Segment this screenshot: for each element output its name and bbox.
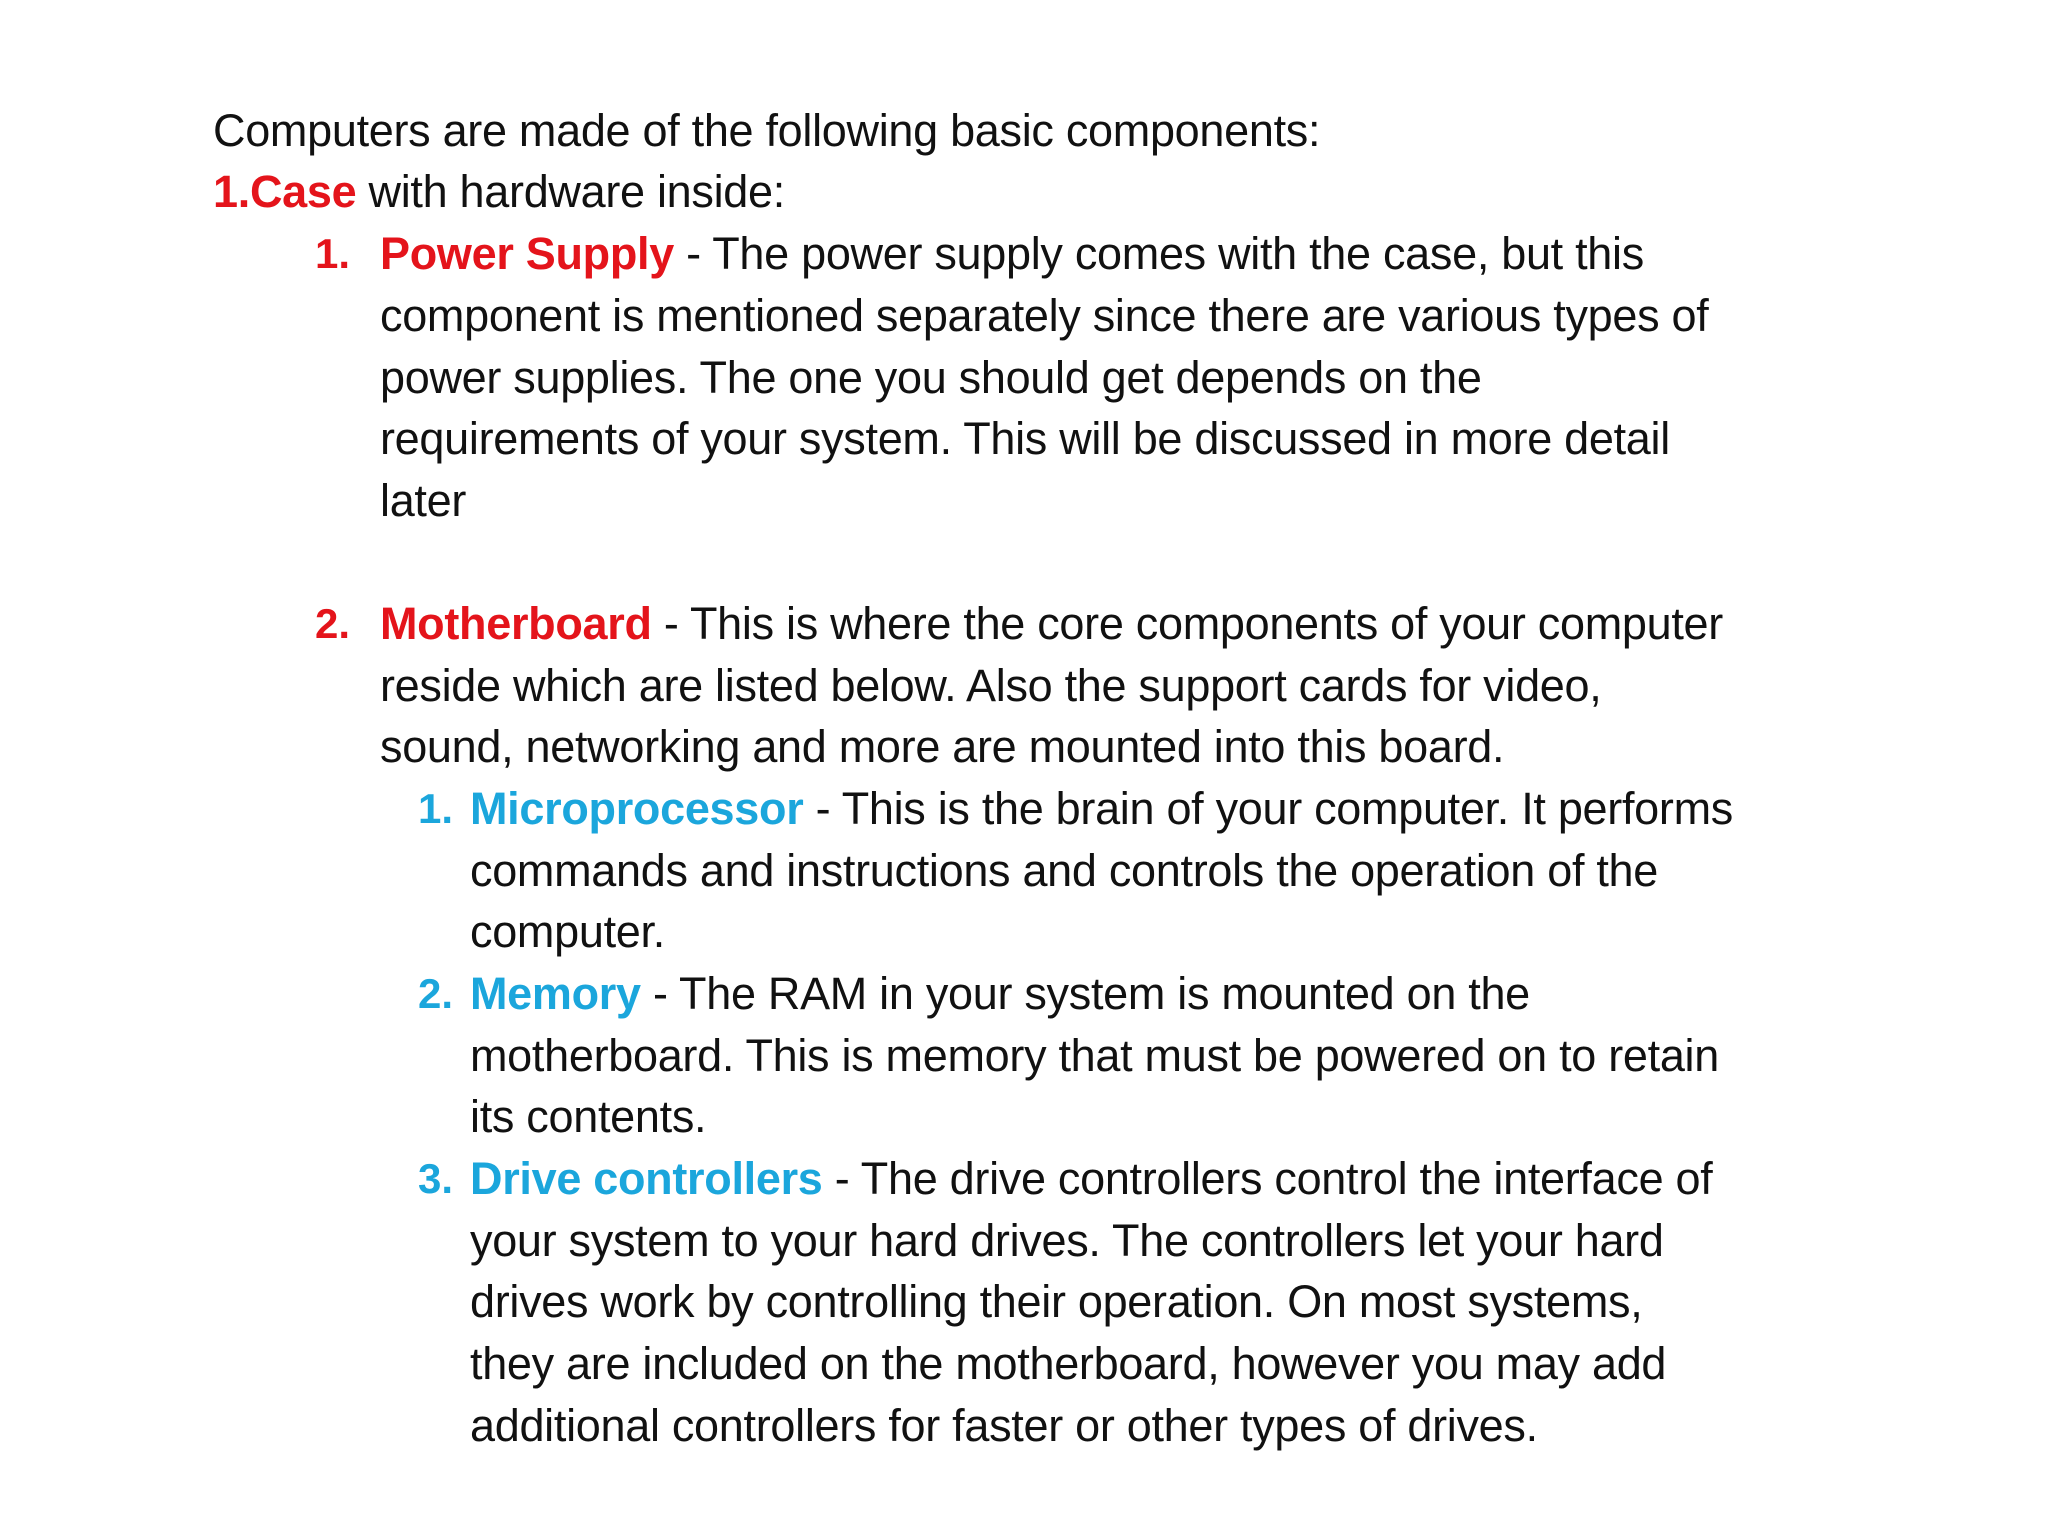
subitem-text: your system to your hard drives. The controllers let your hard	[470, 1215, 1664, 1266]
item-text: sound, networking and more are mounted into this board.	[380, 721, 1505, 772]
subitem-text: motherboard. This is memory that must be powered on to retain	[470, 1030, 1719, 1081]
subitem-text: they are included on the motherboard, however you may add	[470, 1338, 1667, 1389]
item-text: - The power supply comes with the case, but this	[673, 228, 1644, 279]
list-subitem-drive-controllers	[470, 1148, 1712, 1210]
item-text: - This is where the core components of your computer	[651, 598, 1723, 649]
subitem-number: 2.	[418, 970, 454, 1017]
item-text: reside which are listed below. Also the support cards for video,	[380, 660, 1602, 711]
subitem-number: 1.	[418, 785, 454, 832]
subitem-text: - This is the brain of your computer. It performs	[803, 783, 1733, 834]
subitem-number: 3.	[418, 1155, 454, 1202]
subitem-label-microprocessor: Microprocessor	[470, 783, 804, 834]
item-text: requirements of your system. This will be discussed in more detail	[380, 413, 1670, 464]
item-number: 2.	[315, 600, 351, 647]
case-heading	[213, 161, 785, 223]
intro-text: Computers are made of the following basic components:	[213, 105, 1321, 156]
list-item-power-supply	[380, 223, 1644, 285]
item-text: power supplies. The one you should get depends on the	[380, 352, 1482, 403]
subitem-text: - The drive controllers control the interface of	[822, 1153, 1713, 1204]
item-text: component is mentioned separately since there are various types of	[380, 290, 1709, 341]
case-label: Case	[249, 166, 357, 217]
item-label-power-supply: Power Supply	[380, 228, 674, 279]
item-number: 1.	[315, 230, 351, 277]
subitem-label-memory: Memory	[470, 968, 641, 1019]
list-subitem-microprocessor	[470, 778, 1733, 840]
subitem-text: its contents.	[470, 1091, 707, 1142]
list-item-motherboard	[380, 593, 1723, 655]
list-subitem-memory	[470, 963, 1530, 1025]
subitem-text: additional controllers for faster or other types of drives.	[470, 1400, 1538, 1451]
item-text: later	[380, 475, 467, 526]
item-label-motherboard: Motherboard	[380, 598, 652, 649]
subitem-text: computer.	[470, 906, 665, 957]
subitem-text: commands and instructions and controls the operation of the	[470, 845, 1659, 896]
subitem-text: drives work by controlling their operation. On most systems,	[470, 1276, 1643, 1327]
case-text: with hardware inside:	[356, 166, 785, 217]
subitem-label-drive-controllers: Drive controllers	[470, 1153, 823, 1204]
subitem-text: - The RAM in your system is mounted on the	[640, 968, 1530, 1019]
case-number: 1.	[213, 166, 250, 217]
